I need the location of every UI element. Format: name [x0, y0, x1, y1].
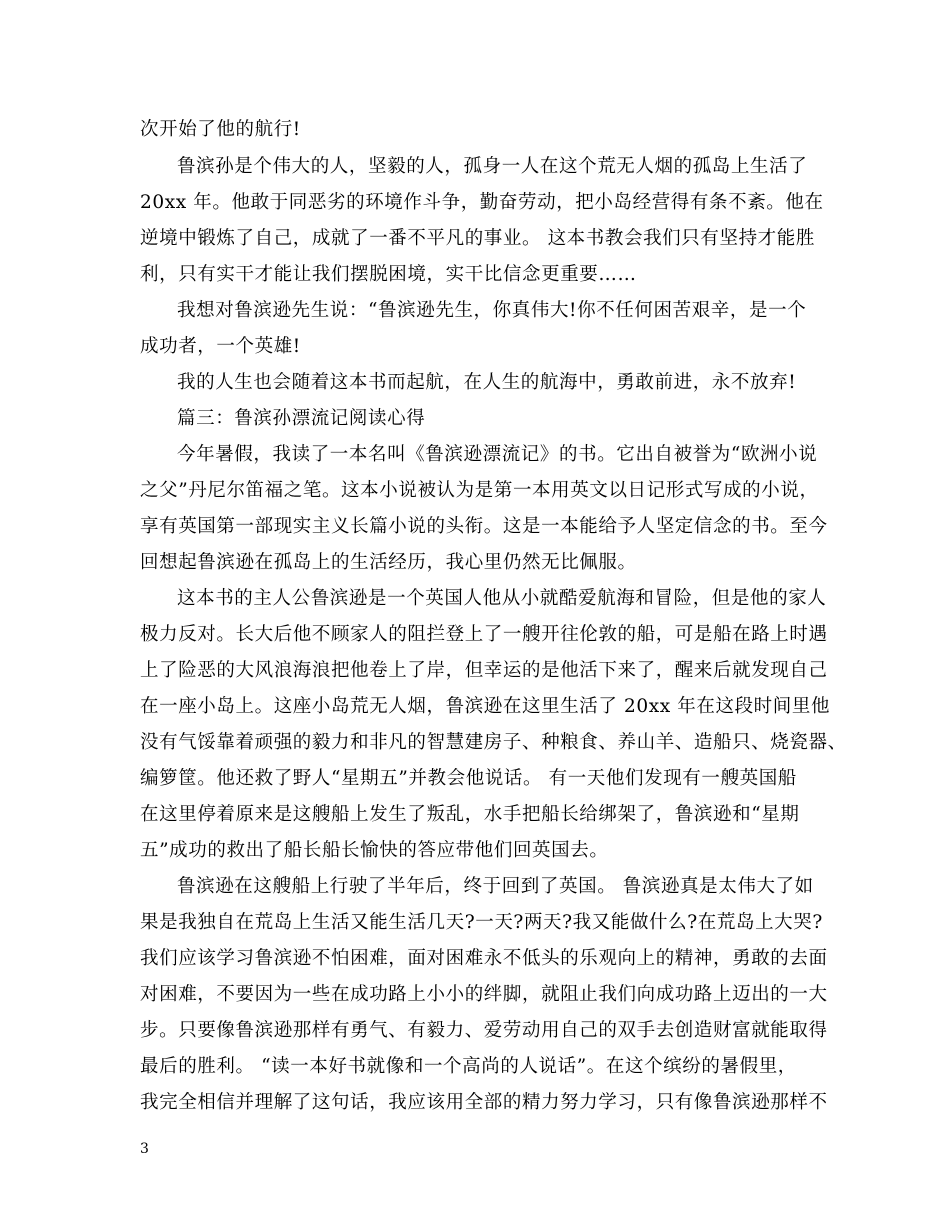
text-line: 回想起鲁滨逊在孤岛上的生活经历，我心里仍然无比佩服。	[140, 552, 637, 573]
page-number: 3	[140, 1141, 149, 1157]
text-line: 之父”丹尼尔笛福之笔。这本小说被认为是第一本用英文以日记形式写成的小说，	[140, 480, 819, 501]
text-line: 次开始了他的航行!	[140, 119, 301, 140]
text-line: 五”成功的救出了船长船长愉快的答应带他们回英国去。	[140, 840, 609, 861]
text-line: 鲁滨孙是个伟大的人，坚毅的人，孤身一人在这个荒无人烟的孤岛上生活了	[177, 156, 808, 177]
text-line: 我完全相信并理解了这句话，我应该用全部的精力努力学习，只有像鲁滨逊那样不	[140, 1092, 828, 1113]
text-line: 成功者，一个英雄!	[140, 336, 301, 357]
text-line: 20xx 年。他敢于同恶劣的环境作斗争，勤奋劳动，把小岛经营得有条不紊。他在	[140, 192, 824, 213]
text-line: 这本书的主人公鲁滨逊是一个英国人他从小就酷爱航海和冒险，但是他的家人	[177, 588, 827, 609]
text-line: 我的人生也会随着这本书而起航，在人生的航海中，勇敢前进，永不放弃!	[177, 372, 797, 393]
text-line: 极力反对。长大后他不顾家人的阻拦登上了一艘开往伦敦的船，可是船在路上时遇	[140, 624, 828, 645]
text-line: 最后的胜利。 “读一本好书就像和一个高尚的人说话”。在这个缤纷的暑假里，	[140, 1056, 797, 1077]
text-line: 利，只有实干才能让我们摆脱困境，实干比信念更重要……	[140, 264, 637, 285]
text-line: 在这里停着原来是这艘船上发生了叛乱，水手把船长给绑架了，鲁滨逊和“星期	[140, 804, 800, 825]
text-line: 我想对鲁滨逊先生说：“鲁滨逊先生，你真伟大!你不任何困苦艰辛，是一个	[177, 300, 807, 321]
text-line: 享有英国第一部现实主义长篇小说的头衔。这是一本能给予人坚定信念的书。至今	[140, 516, 828, 537]
text-line: 鲁滨逊在这艘船上行驶了半年后，终于回到了英国。 鲁滨逊真是太伟大了如	[177, 876, 814, 897]
text-line: 上了险恶的大风浪海浪把他卷上了岸，但幸运的是他活下来了，醒来后就发现自己	[140, 660, 828, 681]
text-line: 今年暑假，我读了一本名叫《鲁滨逊漂流记》的书。它出自被誉为“欧洲小说	[177, 444, 818, 465]
text-line: 编箩筐。他还救了野人“星期五”并教会他说话。 有一天他们发现有一艘英国船	[140, 768, 797, 789]
text-line: 在一座小岛上。这座小岛荒无人烟，鲁滨逊在这里生活了 20xx 年在这段时间里他	[140, 696, 831, 717]
text-line: 没有气馁靠着顽强的毅力和非凡的智慧建房子、种粮食、养山羊、造船只、烧瓷器、	[140, 732, 847, 753]
text-line: 果是我独自在荒岛上生活又能生活几天?一天?两天?我又能做什么?在荒岛上大哭?	[140, 912, 823, 933]
section-heading: 篇三：鲁滨孙漂流记阅读心得	[177, 408, 426, 429]
text-line: 对困难，不要因为一些在成功路上小小的绊脚，就阻止我们向成功路上迈出的一大	[140, 984, 828, 1005]
text-line: 逆境中锻炼了自己，成就了一番不平凡的事业。 这本书教会我们只有坚持才能胜	[140, 228, 815, 249]
text-line: 我们应该学习鲁滨逊不怕困难，面对困难永不低头的乐观向上的精神，勇敢的去面	[140, 948, 828, 969]
text-line: 步。只要像鲁滨逊那样有勇气、有毅力、爱劳动用自己的双手去创造财富就能取得	[140, 1020, 828, 1041]
